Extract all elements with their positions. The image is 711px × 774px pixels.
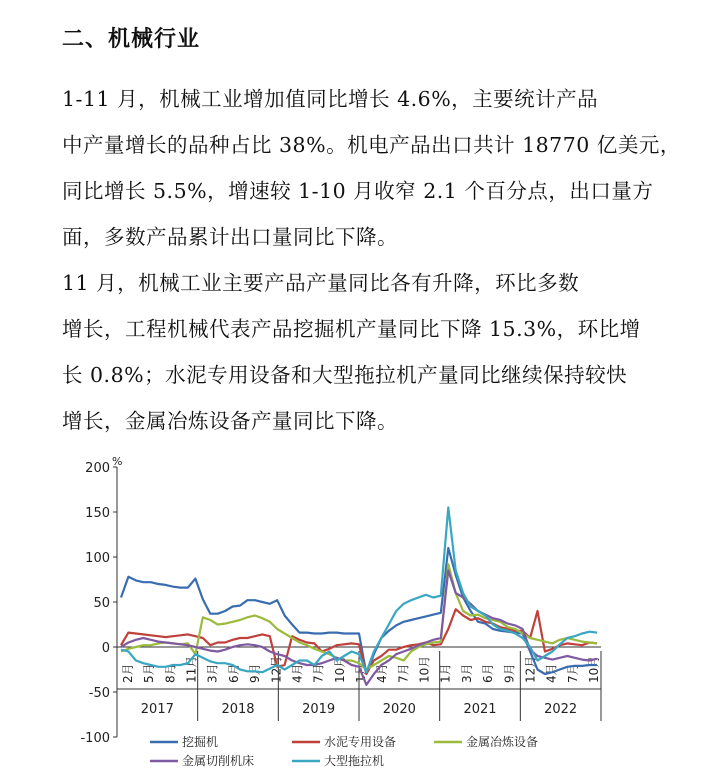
year-label: 2022 (544, 702, 578, 717)
x-tick-label: 9月 (502, 663, 517, 683)
year-label: 2021 (463, 702, 497, 717)
chart-legend (150, 734, 538, 768)
paragraph1-line: 中产量增长的品种占比 38%。机电产品出口共计 18770 亿美元， (62, 133, 681, 157)
x-tick-label: 11月 (184, 655, 199, 683)
paragraph1-line: 1-11 月，机械工业增加值同比增长 4.6%，主要统计产品 (62, 87, 599, 111)
paragraph-1 (62, 76, 681, 260)
x-tick-label: 3月 (459, 663, 474, 683)
x-tick-label: 4月 (375, 663, 390, 683)
paragraph2-line: 增长，金属冶炼设备产量同比下降。 (62, 409, 398, 433)
year-label: 2017 (140, 702, 174, 717)
x-tick-label: 2月 (121, 663, 135, 683)
x-tick-label: 7月 (565, 663, 580, 683)
x-tick-label: 9月 (248, 663, 263, 683)
year-label: 2018 (221, 702, 255, 717)
y-tick-label: 0 (101, 641, 110, 656)
section-heading: 二、机械行业 (62, 27, 201, 52)
y-tick-label: 200 (85, 461, 110, 476)
y-tick-label: 100 (85, 551, 110, 566)
year-label: 2020 (382, 702, 416, 717)
line-chart (60, 452, 620, 770)
chart-axes (80, 455, 601, 746)
paragraph2-line: 增长，工程机械代表产品挖掘机产量同比下降 15.3%，环比增 (62, 317, 641, 341)
x-tick-label: 7月 (311, 663, 326, 683)
paragraph1-line: 面，多数产品累计出口量同比下降。 (62, 225, 398, 249)
legend-label: 大型拖拉机 (324, 754, 385, 768)
paragraph-2 (62, 260, 672, 444)
legend-label: 水泥专用设备 (324, 735, 397, 749)
y-tick-label: 50 (93, 596, 110, 611)
x-tick-label: 4月 (544, 663, 559, 683)
y-tick-label: -50 (88, 686, 110, 701)
legend-label: 金属切削机床 (182, 754, 255, 768)
x-tick-label: 6月 (226, 663, 241, 683)
x-tick-label: 3月 (205, 663, 220, 683)
y-tick-label: -100 (80, 731, 110, 746)
x-tick-label: 12月 (269, 655, 284, 683)
paragraph2-line: 11 月，机械工业主要产品产量同比各有升降，环比多数 (62, 271, 580, 295)
x-tick-label: 7月 (396, 663, 411, 683)
paragraph2-line: 长 0.8%；水泥专用设备和大型拖拉机产量同比继续保持较快 (62, 363, 628, 387)
x-tick-label: 1月 (354, 663, 368, 683)
y-tick-label: 150 (85, 506, 110, 521)
x-tick-label: 12月 (523, 655, 538, 683)
legend-label: 挖掘机 (182, 735, 219, 749)
x-tick-label: 6月 (481, 663, 496, 683)
x-tick-label: 10月 (417, 655, 432, 683)
x-tick-label: 4月 (290, 663, 305, 683)
x-tick-label: 8月 (163, 663, 178, 683)
x-tick-label: 10月 (587, 655, 601, 683)
x-tick-label: 1月 (438, 663, 453, 683)
x-tick-label: 5月 (142, 663, 157, 683)
legend-label: 金属冶炼设备 (466, 735, 539, 749)
x-tick-label: 10月 (332, 655, 347, 683)
paragraph1-line: 同比增长 5.5%，增速较 1-10 月收窄 2.1 个百分点，出口量方 (62, 179, 654, 203)
year-label: 2019 (302, 702, 336, 717)
y-unit-label: % (112, 455, 123, 468)
